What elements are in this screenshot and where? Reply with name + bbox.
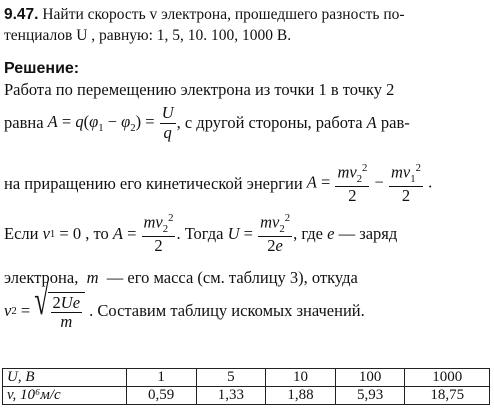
table-cell: 1,88 [266, 387, 336, 405]
results-table [2, 368, 490, 405]
solution-line-3: на приращению его кинетической энергии A = $\frac{mv_2^2}{2}$ − $\frac{mv_1^2}{2}$ . [4, 162, 433, 205]
solution-line-1: Работа по перемещению электрона из точки 1 в точку 2 [4, 80, 395, 99]
solution-heading: Решение: [4, 60, 80, 77]
table-row-v [3, 387, 490, 405]
header-v: v, 10⁶м/с [3, 387, 127, 405]
work-formula: $A = q(\varphi_1 - \varphi_2)$ = $\frac{U}{q}$ [47, 103, 174, 142]
solution-line-6: v 2 = √ $\frac{2Ue}{m}$ . Составим таблицу искомых значений. [4, 276, 365, 331]
table-cell: 5,93 [335, 387, 405, 405]
solution-line-5: электрона, m — его масса (см. таблицу 3), откуда [4, 268, 358, 287]
header-u: U, В [3, 369, 127, 387]
table-row-u [3, 369, 490, 387]
sqrt-formula: √ $\frac{2Ue}{m}$ [34, 292, 85, 331]
problem-number: 9.47. [4, 6, 39, 23]
table-cell: 10 [266, 369, 336, 387]
problem-text-1: Найти скорость v электрона, прошедшего разность по- [42, 6, 405, 23]
solution-line-2: равна $A = q(\varphi_1 - \varphi_2)$ = $\frac{U}{q}$ , с другой стороны, работа A рав- [4, 103, 410, 142]
problem-line-1 [4, 4, 405, 25]
table-cell: 0,59 [126, 387, 196, 405]
fraction-u-over-q: $\frac{U}{q}$ [161, 103, 174, 142]
table-cell: 1,33 [196, 387, 266, 405]
table-cell: 100 [335, 369, 405, 387]
problem-statement [4, 4, 405, 46]
table-cell: 1000 [405, 369, 490, 387]
table-cell: 18,75 [405, 387, 490, 405]
table-cell: 1 [126, 369, 196, 387]
table-cell: 5 [196, 369, 266, 387]
kinetic-energy-formula: A = $\frac{mv_2^2}{2}$ − $\frac{mv_1^2}{2}$ . [306, 162, 433, 205]
problem-line-2: тенциалов U , равную: 1, 5, 10. 100, 1000 В. [4, 27, 292, 44]
solution-line-4: Если v 1 = 0 , то A = $\frac{mv_2^2}{2}$ . Тогда U = $\frac{mv_2^2}{2e}$ , где e — заряд [4, 212, 398, 255]
